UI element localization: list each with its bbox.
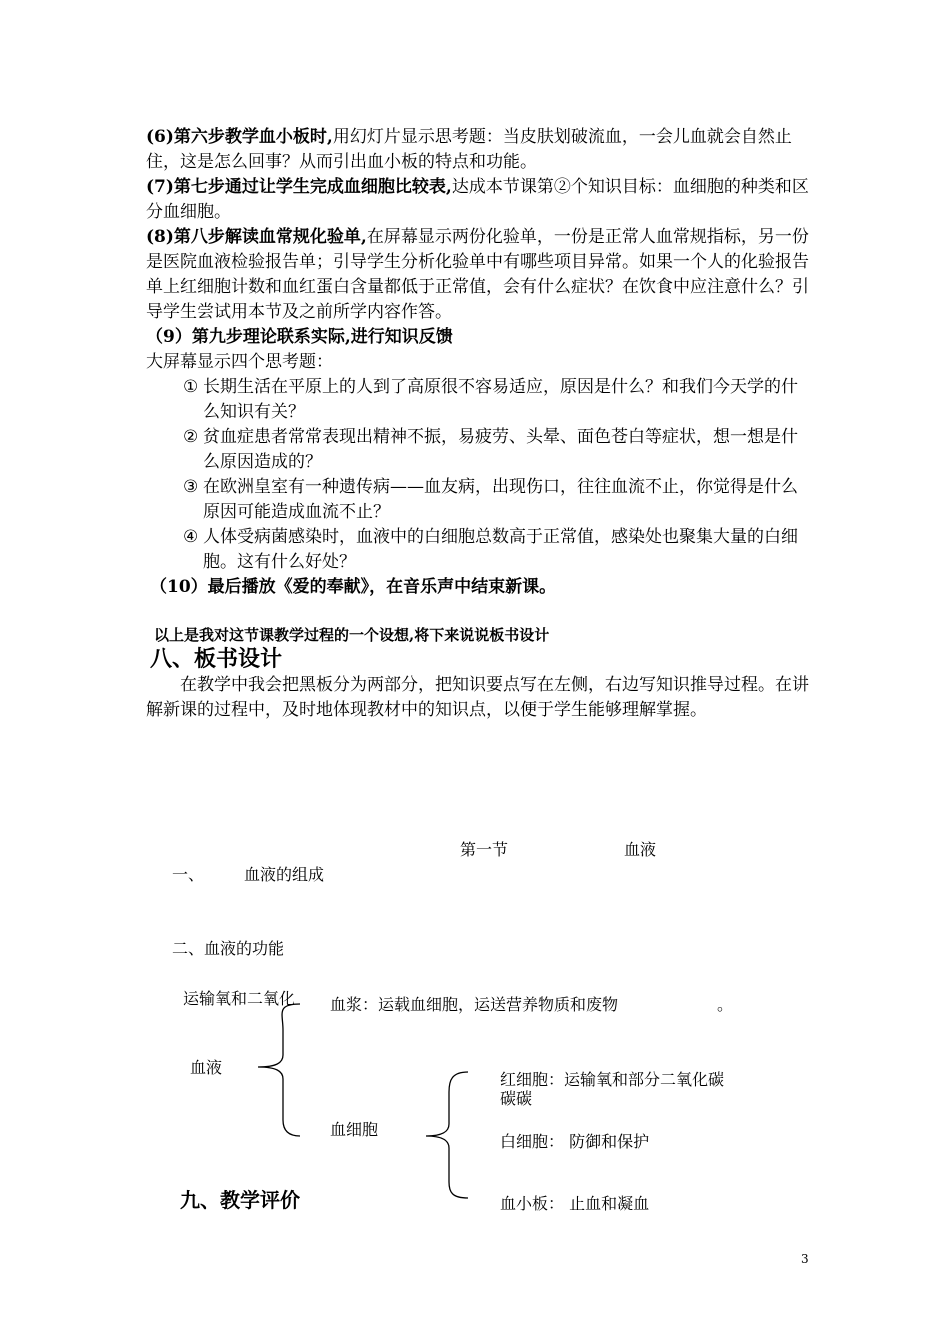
board-item-2: 二、血液的功能 xyxy=(172,939,285,958)
question-number: ② xyxy=(183,427,199,447)
board-title-topic: 血液 xyxy=(624,840,657,859)
blood-cells-label: 血细胞 xyxy=(330,1120,379,1139)
step-9-title: （9）第九步理论联系实际,进行知识反馈 xyxy=(146,327,453,347)
step-8-text: 在屏幕显示两份化验单，一份是正常人血常规指标，另一份是医院血液检验报告单；引导学生分析化验单中有哪些项目异常。如果一个人的化验报告单上红细胞计数和血红蛋白含量都低于正常值，会有什么症状？在饮食中应注意什么？引导学生尝试用本节及之前所学内容作答。 xyxy=(146,227,809,322)
section-9-heading: 九、教学评价 xyxy=(180,1188,300,1212)
section-8-body: 在教学中我会把黑板分为两部分，把知识要点写在左侧，右边写知识推导过程。在讲解新课的过程中，及时地体现教材中的知识点，以便于学生能够理解掌握。 xyxy=(146,675,809,720)
platelet-line: 血小板： 止血和凝血 xyxy=(500,1194,650,1213)
section-8-heading: 八、板书设计 xyxy=(150,647,283,672)
step-7-title: (7)第七步通过让学生完成血细胞比较表, xyxy=(146,177,452,197)
question-text: 长期生活在平原上的人到了高原很不容易适应，原因是什么？和我们今天学的什么知识有关？ xyxy=(203,377,798,422)
plasma-line: 血浆：运载血细胞，运送营养物质和废物 xyxy=(330,995,619,1014)
page-number: 3 xyxy=(801,1252,809,1266)
step-8-title: (8)第八步解读血常规化验单, xyxy=(146,227,367,247)
transition-text: 以上是我对这节课教学过程的一个设想,将下来说说板书设计 xyxy=(154,626,550,644)
question-number: ④ xyxy=(183,527,199,547)
rbc-line-2: 碳碳 xyxy=(500,1089,533,1108)
wbc-line: 白细胞： 防御和保护 xyxy=(500,1132,650,1151)
brace-blood xyxy=(258,1004,300,1136)
overlap-text: 运输氧和二氧化 xyxy=(183,989,296,1008)
step-9-intro: 大屏幕显示四个思考题： xyxy=(146,352,333,372)
question-text: 在欧洲皇室有一种遗传病——血友病，出现伤口，往往血流不止，你觉得是什么原因可能造成血流不止？ xyxy=(203,477,798,522)
question-text: 人体受病菌感染时，血液中的白细胞总数高于正常值，感染处也聚集大量的白细胞。这有什么好处？ xyxy=(203,527,798,572)
step-6-title: (6)第六步教学血小板时, xyxy=(146,127,333,147)
brace-blood-cells xyxy=(426,1072,468,1198)
board-item-1-text: 血液的组成 xyxy=(244,865,325,884)
question-text: 贫血症患者常常表现出精神不振，易疲劳、头晕、面色苍白等症状，想一想是什么原因造成的？ xyxy=(203,427,798,472)
question-number: ① xyxy=(183,377,199,397)
rbc-line-1: 红细胞：运输氧和部分二氧化碳 xyxy=(500,1070,725,1089)
step-7-text: 达成本节课第②个知识目标：血细胞的种类和区分血细胞。 xyxy=(146,177,809,222)
plasma-dot: 。 xyxy=(717,995,734,1014)
question-number: ③ xyxy=(183,477,199,497)
step-6-text: 用幻灯片显示思考题：当皮肤划破流血，一会儿血就会自然止住，这是怎么回事？从而引出血小板的特点和功能。 xyxy=(146,127,792,172)
step-10: （10）最后播放《爱的奉献》，在音乐声中结束新课。 xyxy=(150,577,557,597)
board-title-section: 第一节 xyxy=(460,840,509,859)
board-item-1-number: 一、 xyxy=(172,865,205,884)
blood-label: 血液 xyxy=(190,1058,223,1077)
